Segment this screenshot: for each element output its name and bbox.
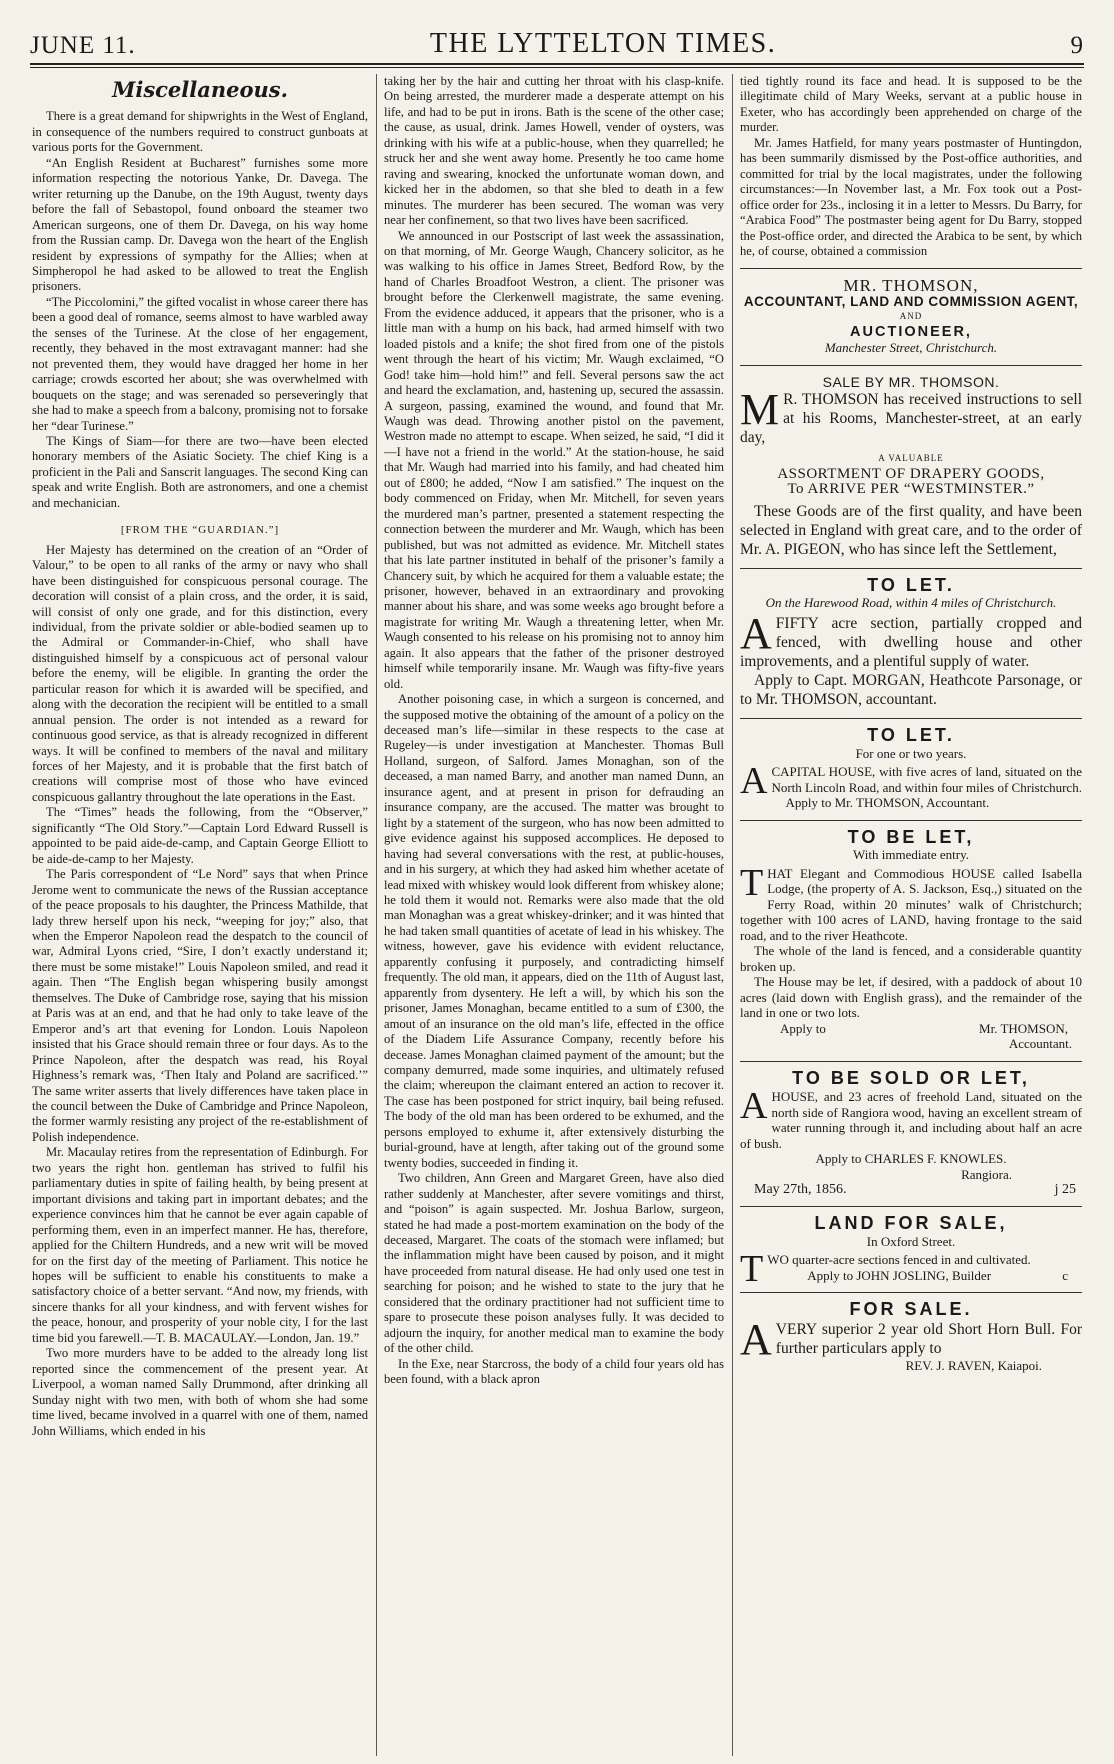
masthead-rule: [30, 63, 1084, 65]
ad-code: c: [1062, 1267, 1068, 1283]
article-paragraph: tied tightly round its face and head. It is supposed to be the illegitimate child of Mary Weeks, servant at a public house in Exeter, who has accordingly been apprehended on charge of the murder.: [740, 74, 1082, 135]
article-paragraph: Another poisoning case, in which a surgeon is concerned, and the supposed motive the obtaining of the amount of a policy on the deceased man’s life—similar in these respects to the case at Rugeley—is under investigation at Manchester. Thomas Bull Holland, surgeon, of Salford. James Monaghan, son of the deceased, a man named Barry, and another man named Dunn, an insurance agent, and at present in prison for defrauding an insurance company, are the accused. The matter was brought to light by a statement of the surgeon, who has now been admitted to give evidence against his supposed accomplices. He deposed to having had several conversations with the rest, at public-houses, and in his surgery, at which they had asked him whether acetate of lead mixed with whiskey would look different from whiskey alone; he told them it would not. Remarks were also made that the old man Monaghan was a great whiskey-drinker; and it was hinted that he had taken small quantities of acetate of lead in his whiskey. The witness, however, gave his evidence with evident reluctance, apparently confusing it purposely, and contradicting himself frequently. The old man, it appears, died on the 11th of August last, apparently from dysentery. He left a will, by which his son the prisoner, James Monaghan, became entitled to a sum of £300, the amout of an insurance on the old man’s life, effected in the office of the Diadem Life Assurance Company, recently before his decease. James Monaghan claimed payment of the amount; but the company demurred, made some inquiries, and ultimately refused the claim; whereupon the claimant entered an action to recover it. The case has been postponed for strict inquiry, bail being refused. The body of the old man has been ordered to be exhumed, and the persons employed to exhume it, after extensively disturbing the burial-ground, have at length, after taking out of the ground some twenty bodies, succeeded in finding it.: [384, 692, 724, 1170]
ad-line: ACCOUNTANT, LAND AND COMMISSION AGENT,: [743, 293, 1079, 309]
ad-separator: [740, 1061, 1082, 1062]
ad-line: ASSORTMENT OF DRAPERY GOODS,: [777, 465, 1045, 482]
ad-line: To ARRIVE PER “WESTMINSTER.”: [787, 481, 1035, 498]
masthead-rule-thin: [30, 67, 1084, 68]
advertisement-to-be-sold-or-let: [740, 1067, 1082, 1198]
ad-line: A VALUABLE: [878, 453, 944, 464]
ad-apply: Apply to JOHN JOSLING, Builder: [807, 1267, 992, 1283]
issue-date: JUNE 11.: [30, 32, 136, 59]
ad-separator: [740, 568, 1082, 569]
ad-separator: [740, 268, 1082, 269]
ad-apply: Apply to: [780, 1020, 826, 1036]
ad-apply: Apply to CHARLES F. KNOWLES.: [815, 1151, 1007, 1167]
ad-body: FIFTY acre section, partially cropped and fenced, with dwelling house and other improvements, and a plentiful supply of water.: [740, 615, 1082, 671]
article-paragraph: Her Majesty has determined on the creation of an “Order of Valour,” to be open to all ranks of the army or navy who shall have been distinguished for conspicuous personal courage. The decoration will consist of a plain cross, and the order, it is said, will consist of only one grade, and for this distinction, every individual, from the private soldier or able-bodied seamen up to the Admiral or Commander-in-Chief, who shall have distinguished himself by a conspicuous act of personal valour before the enemy, will be eligible. In granting the order the particular reason for which it is awarded will be specified, and along with the decoration the recipient will be entitled to a small annual pension. The order is not intended as a reward for continuous good service, as that is already recognized in different ways. It will be confined to members of the naval and military forces of her Majesty, and it is probable that the first batch of creations will comprise most of those who have evinced conspicuous gallantry throughout the late operations in the East.: [32, 542, 368, 804]
ad-title: TO LET.: [867, 725, 955, 746]
ad-code: j 25: [1054, 1181, 1076, 1197]
article-paragraph: taking her by the hair and cutting her throat with his clasp-knife. On being arrested, the murderer made a desperate attempt on his life, and had to be put in irons. Bath is the scene of the other case; the cause, as usual, drink. James Howell, vender of oysters, was drinking with his wife at a public-house, when they quarrelled; he struck her and she went away home. Presently he too came home raving and swearing, knocked the unfortunate woman down, and kicked her in the abdomen, so that she bled to death in a few minutes. The murderer has been secured. The woman was very near her confinement, so that two lives have been sacrificed.: [384, 74, 724, 228]
ad-apply: Apply to Mr. THOMSON, Accountant.: [785, 795, 990, 811]
article-paragraph: Mr. James Hatfield, for many years postmaster of Huntingdon, has been summarily dismissed by the Post-office authorities, and committed for trial by the local magistrates, under the following circumstances:—In November last, a Mr. Fox took out a Post-office order for 23s., inclosing it in a letter to Messrs. Du Barry, for “Arabica Food” The postmaster being agent for Du Barry, stopped the Post-office order, and directed the Arabica to be sent, by which he, of course, obtained a commission: [740, 135, 1082, 258]
ad-body: WO quarter-acre sections fenced in and cultivated.: [767, 1252, 1031, 1268]
advertisement-land-for-sale: [740, 1213, 1082, 1291]
ad-separator: [740, 1292, 1082, 1293]
drop-cap: A: [740, 1085, 768, 1128]
advertisement-thomson: [740, 278, 1082, 355]
ad-separator: [740, 820, 1082, 821]
drop-cap: T: [740, 1248, 764, 1291]
advertisement-to-let-capital-house: [740, 725, 1082, 811]
drop-cap: A: [740, 1314, 772, 1364]
article-paragraph: In the Exe, near Starcross, the body of a child four years old has been found, with a black apron: [384, 1356, 724, 1387]
page-number: 9: [1070, 32, 1084, 59]
article-paragraph: The Kings of Siam—for there are two—have been elected honorary members of the Asiatic Society. The chief King is a proficient in the Pali and Sanscrit languages. The second King can speak and write English. Both are astronomers, and one a chemist and mechanician.: [32, 433, 368, 510]
ad-title: FOR SALE.: [849, 1299, 973, 1320]
drop-cap: A: [740, 609, 772, 659]
ad-body: VERY superior 2 year old Short Horn Bull. For further particulars apply to: [775, 1320, 1082, 1357]
ad-separator: [740, 718, 1082, 719]
ad-address: Manchester Street, Christchurch.: [824, 340, 998, 356]
ad-body: HOUSE, and 23 acres of freehold Land, situated on the north side of Rangiora wood, having an excellent stream of water running through it, and including about half an acre of bush.: [740, 1089, 1082, 1151]
ad-title: SALE BY MR. THOMSON.: [822, 373, 1000, 390]
drop-cap: A: [740, 760, 768, 803]
column-divider: [376, 74, 377, 1756]
article-paragraph: There is a great demand for shipwrights in the West of England, in consequence of the numbers required to construct gunboats at various ports for the Government.: [32, 109, 368, 155]
article-paragraph: Mr. Macaulay retires from the representation of Edinburgh. For two years the right hon. gentleman has strived to fulfil his parliamentary duties in spite of failing health, by being present at important divisions and taking part in important debates; and the experience convinces him that he cannot be ever again capable of performing them, even in an imperfect manner. He has, therefore, applied for the Chiltern Hundreds, and a new writ will be moved for on the first day of the meeting of Parliament. This notice he hopes will be sufficient to enable his constituents to make a satisfactory choice of a better servant. “And now, my friends, with sincere thanks for all your kindness, and with fervent wishes for the peace, honour, and prosperity of your noble city, I for the last time bid you farewell.—T. B. MACAULAY.—London, Jan. 19.”: [32, 1145, 368, 1345]
article-paragraph: “An English Resident at Bucharest” furnishes some more information respecting the notorious Yanke, Dr. Davega. The writer returning up the Danube, on the 19th August, twenty days before the fall of Sebastopol, found onboard the steamer two American surgeons, one of them Dr. Davega, on his way home from the Russian camp. Dr. Davega won the heart of the English resident by expressions of sympathy for the Allies; when at Simpheropol he had asked to be allowed to treat the English prisoners.: [32, 155, 368, 294]
ad-contact: Mr. THOMSON,: [979, 1020, 1068, 1036]
ad-contact: REV. J. RAVEN, Kaiapoi.: [905, 1357, 1042, 1373]
ad-body: The whole of the land is fenced, and a considerable quantity broken up.: [740, 943, 1082, 974]
ad-separator: [740, 1206, 1082, 1207]
article-paragraph: The Paris correspondent of “Le Nord” says that when Prince Jerome went to communicate the news of the Russian acceptance of the peace proposals to his daughter, the Princess Mathilde, that lady threw herself upon his neck, “weeping for joy;” also, that when the Emperor Napoleon read the despatch to the council of war, Admiral Lyons cried, “Sire, I don’t exactly understand it; there must be some mistake!” Louis Napoleon smiled, and read it again. Then “The English began whispering busily amongst themselves. The Duke of Cambridge rose, saying that his mission at Paris was at an end, and that he had only to take leave of the Emperor and’s art that evening for London. Louis Napoleon insisted that his Grace should remain three or four days. As to the Prince Napoleon, after the despatch was read, his Royal Highness’s remark was, ‘Then Italy and Poland are sacrificed.’” The same writer asserts that lively differences have taken place in the council between the Duke of Cambridge and Prince Napoleon, the former warmly resisting any project of the re-establishment of Polish independence.: [32, 867, 368, 1144]
advertisement-for-sale: [740, 1299, 1082, 1373]
ad-name: MR. THOMSON,: [843, 276, 979, 296]
article-paragraph: We announced in our Postscript of last week the assassination, on that morning, of Mr. George Waugh, Chancery solicitor, as he was walking to his office in James Street, Bedford Row, by the hand of Charles Broadfoot Westron, a client. The prisoner was brought before the Clerkenwell magistrate, the same evening. From the evidence adduced, it appears that the prisoner, who is a little man with a hump on his back, had armed himself with two loaded pistols and a knife; the shot fired from one of the pistols went through the heart of his victim; Mr. Waugh exclaimed, “O God! take him—hold him!” and fell. Several persons saw the act and heard the exclamation, and, hastening up, secured the assassin. A surgeon, passing, examined the wound, and found that Mr. Waugh was dead. Throwing another pistol on the pavement, Westron made no attempt to escape. When seized, he said, “I did it—I have not a friend in the world.” At the station-house, he said that Mr. Waugh had married into his family, and had cheated him out of £800; he added, “Now I am satisfied.” The inquest on the body commenced on Friday, when Mr. Mitchell, for seven years the murdered man’s partner, presented a statement respecting the connection between the murderer and Mr. Waugh, which has been published, but was not admitted as evidence. Mr. Mitchell states that his late partner instituted in behalf of the prisoner’s family a Chancery suit, by which he acquired for them a valuable estate; the prisoner, however, behaved in an extraordinary and provoking manner about his share, and was some weeks ago brought before a magistrate for writing Mr. Waugh a threatening letter, when Mr. Waugh consented to his release on his promising not to annoy him again. It also appears that the father of the prisoner destroyed himself while temporarily insane. Mr. Waugh was fifty-five years old.: [384, 228, 724, 691]
ad-subtitle: On the Harewood Road, within 4 miles of Christchurch.: [765, 594, 1057, 610]
ad-subtitle: With immediate entry.: [853, 847, 969, 863]
column-2: [384, 74, 724, 1754]
ad-date: May 27th, 1856.: [754, 1181, 847, 1197]
ad-line: AUCTIONEER,: [850, 323, 972, 340]
ad-body: The House may be let, if desired, with a paddock of about 10 acres (laid down with English grass), and the remainder of the land in one or two lots.: [740, 974, 1082, 1021]
ad-contact-title: Accountant.: [1008, 1036, 1072, 1052]
ad-separator: [740, 365, 1082, 366]
article-paragraph: Two children, Ann Green and Margaret Green, have also died rather suddenly at Manchester, after severe vomitings and thirst, and “poison” is again suspected. Mr. Joshua Barlow, surgeon, stated he had made a post-mortem examination on the body of the deceased, Margaret. The coats of the stomach were inflamed; but the inflammation might have been caused by poison, and it might have proceeded from natural disease. He had only used one test in searching for poison; and he wished to state to the jury that he considered that the ordinary practitioner had not sufficient time to spare to prosecute these poison analyses fully. It was decided to adjourn the inquiry, for another medical man to examine the body of the other child.: [384, 1171, 724, 1356]
source-line: [FROM THE “GUARDIAN.”]: [120, 524, 280, 537]
ad-place: Rangiora.: [961, 1166, 1012, 1182]
article-paragraph: The “Times” heads the following, from the “Observer,” significantly “The Old Story.”—Captain Lord Edward Russell is appointed to be paid aide-de-camp, and Captain George Elliott to be aide-de-camp to her Majesty.: [32, 805, 368, 866]
ad-subtitle: In Oxford Street.: [866, 1233, 956, 1249]
ad-subtitle: For one or two years.: [855, 745, 967, 761]
advertisement-to-let-harewood: [740, 574, 1082, 710]
advertisement-sale: [740, 375, 1082, 559]
ad-body: These Goods are of the first quality, and have been selected in England with great care, and to the order of Mr. A. PIGEON, who has since left the Settlement,: [740, 502, 1082, 558]
article-paragraph: Two more murders have to be added to the already long list reported since the commencement of the present year. At Liverpool, a woman named Sally Drummond, after drinking all Sunday night with two men, with both of whom she had some time lived, became involved in a quarrel with one of them, named John Williams, which ended in his: [32, 1346, 368, 1438]
drop-cap: T: [740, 861, 764, 904]
drop-cap: M: [740, 385, 780, 435]
column-divider: [732, 74, 733, 1756]
ad-body: HAT Elegant and Commodious HOUSE called Isabella Lodge, (the property of A. S. Jackson, Esq.,) situated on the Ferry Road, within 20 minutes’ walk of Christchurch; together with 100 acres of LAND, having frontage to the said road, and to the river Heathcote.: [740, 865, 1082, 943]
article-paragraph: “The Piccolomini,” the gifted vocalist in whose career there has been a good deal of romance, seems almost to have warbled away the senses of the Turinese. At the close of her engagement, recently, they behaved in the most extravagant manner: had she not prevented them, they would have dragged her home in her carriage; crowds escorted her about; she was overwhelmed with bouquets on the stage; and was serenaded so perseveringly that she had to make a speech from a balcony, promising not to forsake her “dear Turinese.”: [32, 294, 368, 433]
masthead: [30, 28, 1084, 60]
ad-title: TO LET.: [867, 574, 955, 595]
advertisement-to-be-let-isabella-lodge: [740, 826, 1082, 1052]
ad-title: TO BE LET,: [847, 826, 975, 847]
column-1: [32, 74, 368, 1754]
ad-body: R. THOMSON has received instructions to sell at his Rooms, Manchester-street, at an early day,: [740, 391, 1082, 447]
column-3: [740, 74, 1082, 1754]
ad-line: AND: [899, 311, 923, 322]
section-heading: Miscellaneous.: [112, 77, 288, 102]
newspaper-title: THE LYTTELTON TIMES.: [429, 28, 777, 59]
ad-apply: Apply to Capt. MORGAN, Heathcote Parsonage, or to Mr. THOMSON, accountant.: [740, 672, 1082, 709]
ad-body: CAPITAL HOUSE, with five acres of land, situated on the North Lincoln Road, and within four miles of Christchurch.: [771, 764, 1082, 795]
ad-title: LAND FOR SALE,: [814, 1213, 1008, 1234]
ad-title: TO BE SOLD OR LET,: [792, 1067, 1030, 1088]
